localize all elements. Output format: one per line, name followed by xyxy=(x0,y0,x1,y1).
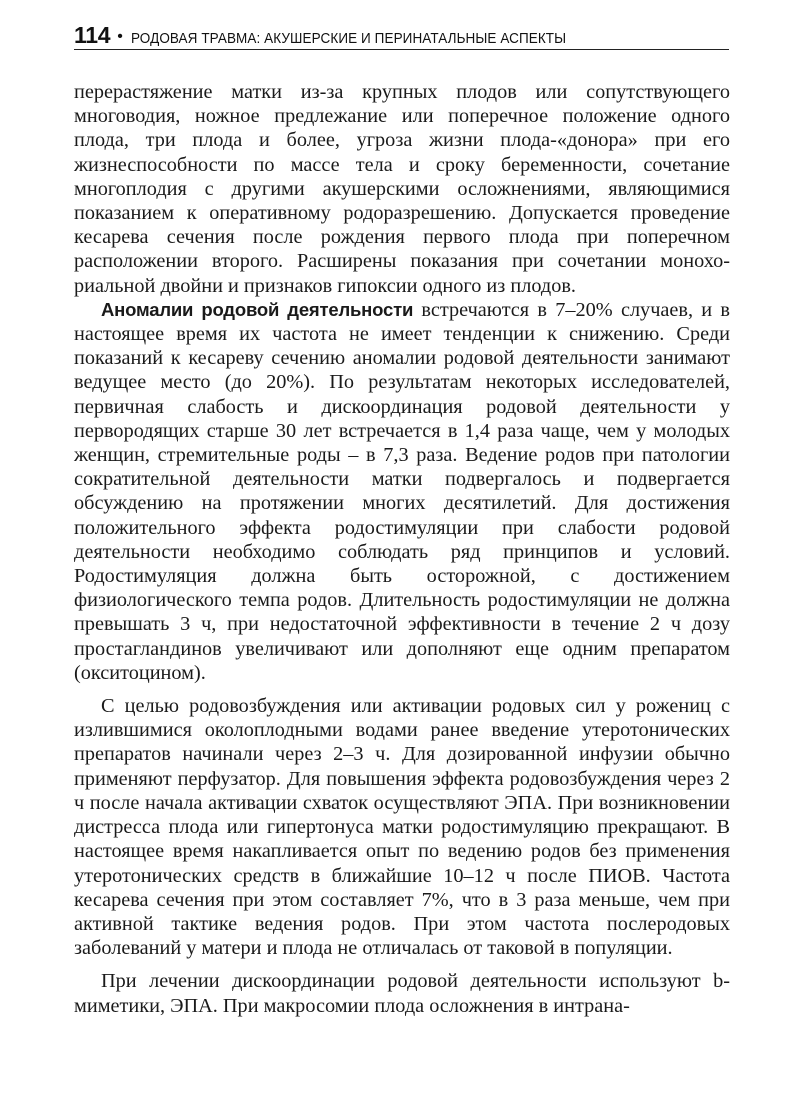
running-title: РОДОВАЯ ТРАВМА: АКУШЕРСКИЕ И ПЕРИНАТАЛЬНЫЕ АСПЕКТЫ xyxy=(130,30,567,47)
paragraph-continuation: перерастяжение матки из-за крупных плодов или сопутствующего многоводия, ножное предлежание или поперечное положение одного плода, три плода и более, угроза жизни плода-«донора» при его жизнеспособности по массе тела и сроку беременности, сочетание многоплодия с другими акушерскими осложнениями, являющимися показанием к оперативному родоразрешению. Допускается проведение кесарева сечения после рождения первого плода при поперечном расположении второго. Расширены показания при сочетании монохориальной двойни и признаков гипоксии одного из плодов. xyxy=(74,81,730,297)
run-in-heading: Аномалии родовой деятельности xyxy=(101,298,414,320)
body-text xyxy=(74,80,730,1018)
paragraph-labor-anomalies xyxy=(74,298,730,685)
paragraph-dyscoordination: При лечении дискоординации родовой деятельности используют b-миметики, ЭПА. При макросомии плода осложнения в интрана- xyxy=(74,970,730,1017)
paragraph-text: встречаются в 7–20% случаев, и в настоящее время их частота не имеет тенденции к снижению. Среди показаний к кесареву сечению аномалии родовой деятельности занимают ведущее место (до 20%). По результатам некоторых исследователей, первичная слабость и дискоординация родовой деятельности у первородящих старше 30 лет встречается в 1,4 раза чаще, чем у молодых женщин, стремительные роды – в 7,3 раза. Ведение родов при патологии сократительной деятельности матки подвергалось и подвергается обсуждению на протяжении многих десятилетий. Для достижения положительного эффекта родостимуляции при слабости родовой деятельности необходимо соблюдать ряд принципов и условий. Родостимуляция должна быть осторожной, с достижением физиологического темпа родов. Длительность родостимуляции не должна превышать 3 ч, при недостаточной эффективности в течение 2 ч дозу простагландинов увеличивают или дополняют еще одним препаратом (окситоцином). xyxy=(74,298,730,684)
page-number: 114 xyxy=(74,22,111,48)
paragraph-labor-induction: С целью родовозбуждения или активации родовых сил у рожениц с излившимися околоплодными водами ранее введение утеротонических препаратов начинали через 2–3 ч. Для дозированной инфузии обычно применяют перфузатор. Для повышения эффекта родовозбуждения через 2 ч после начала активации схваток осуществляют ЭПА. При возникновении дистресса плода или гипертонуса матки родостимуляцию прекращают. В настоящее время накапливается опыт по ведению родов без применения утеротонических средств в ближайшие 10–12 ч после ПИОВ. Частота кесарева сечения при этом составляет 7%, что в 3 раза меньше, чем при активной тактике ведения родов. При этом частота послеродовых заболеваний у матери и плода не отличалась от таковой в популяции. xyxy=(74,695,730,960)
bullet-separator: • xyxy=(117,28,123,45)
running-header xyxy=(74,22,734,52)
header-rule xyxy=(74,49,729,50)
